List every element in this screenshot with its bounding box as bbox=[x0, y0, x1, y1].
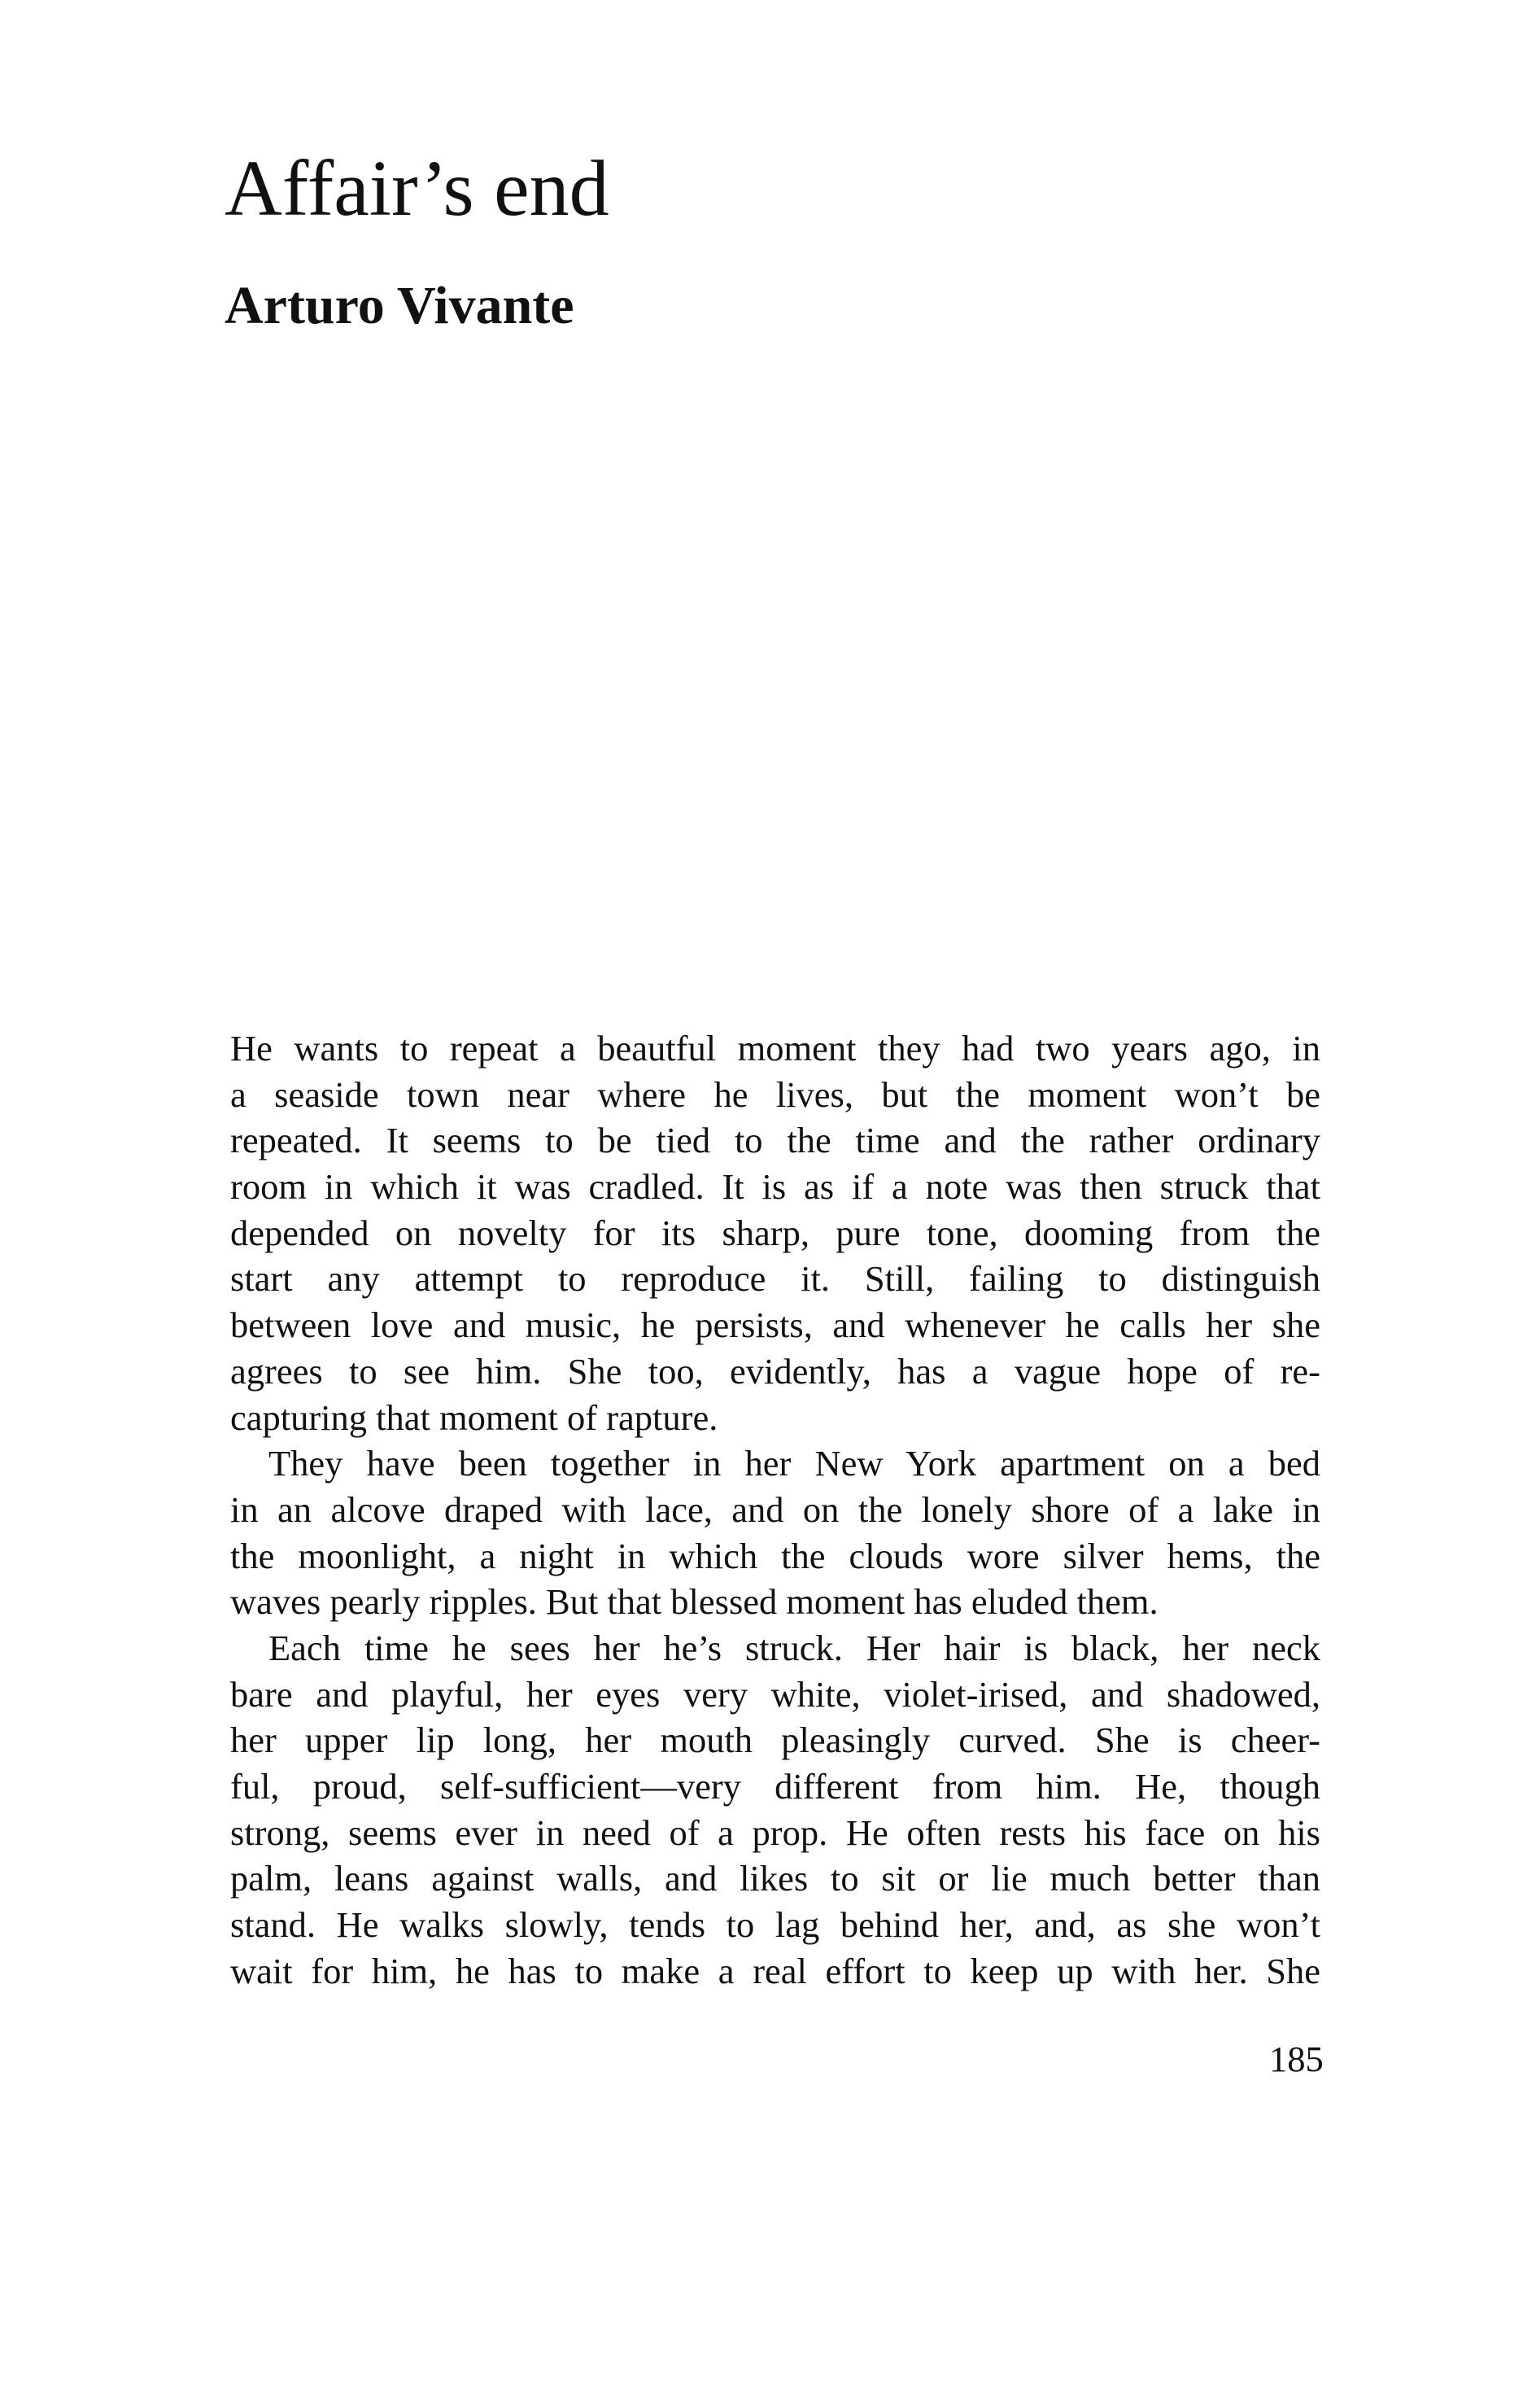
text-line: Each time he sees her he’s struck. Her hair is black, her neck bbox=[268, 1627, 1320, 1668]
text-line: start any attempt to reproduce it. Still, failing to distinguish bbox=[230, 1258, 1320, 1300]
text-line: He wants to repeat a beautful moment they had two years ago, in bbox=[230, 1028, 1320, 1069]
text-line: bare and playful, her eyes very white, violet-irised, and shadowed, bbox=[230, 1673, 1320, 1715]
text-line: in an alcove draped with lace, and on the lonely shore of a lake in bbox=[230, 1488, 1320, 1530]
text-line: stand. He walks slowly, tends to lag behind her, and, as she won’t bbox=[230, 1904, 1320, 1946]
text-line: agrees to see him. She too, evidently, has a vague hope of re- bbox=[230, 1350, 1320, 1392]
text-line: the moonlight, a night in which the clouds wore silver hems, the bbox=[230, 1535, 1320, 1576]
text-line: ful, proud, self-sufficient—very different from him. He, though bbox=[230, 1766, 1320, 1807]
text-line: room in which it was cradled. It is as if a note was then struck that bbox=[230, 1166, 1320, 1208]
page-number: 185 bbox=[1269, 2039, 1324, 2079]
text-line: wait for him, he has to make a real effort to keep up with her. She bbox=[230, 1950, 1320, 1991]
story-body bbox=[230, 1025, 1320, 1994]
story-author: Arturo Vivante bbox=[225, 276, 574, 335]
text-line: capturing that moment of rapture. bbox=[230, 1396, 718, 1438]
text-line: a seaside town near where he lives, but the moment won’t be bbox=[230, 1073, 1320, 1115]
text-line: repeated. It seems to be tied to the time and the rather ordinary bbox=[230, 1120, 1320, 1161]
text-line: They have been together in her New York apartment on a bed bbox=[268, 1443, 1320, 1484]
text-line: between love and music, he persists, and whenever he calls her she bbox=[230, 1305, 1320, 1346]
text-line: palm, leans against walls, and likes to sit or lie much better than bbox=[230, 1858, 1320, 1899]
text-line: waves pearly ripples. But that blessed moment has eluded them. bbox=[230, 1581, 1159, 1623]
text-line: strong, seems ever in need of a prop. He often rests his face on his bbox=[230, 1811, 1320, 1853]
text-line: depended on novelty for its sharp, pure tone, dooming from the bbox=[230, 1212, 1320, 1253]
story-title: Affair’s end bbox=[225, 145, 609, 233]
text-line: her upper lip long, her mouth pleasingly curved. She is cheer- bbox=[230, 1720, 1320, 1761]
